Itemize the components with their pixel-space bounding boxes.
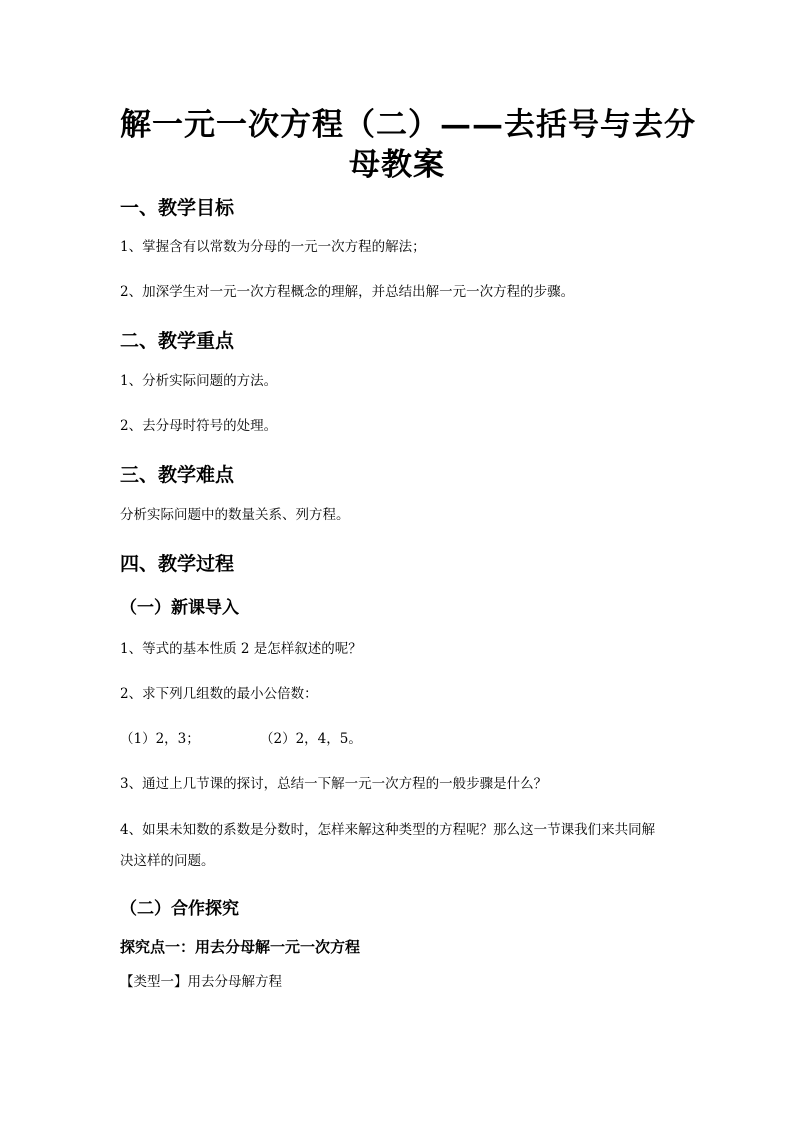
section-heading-key-points: 二、教学重点 [120, 330, 235, 352]
objective-item-2: 2、加深学生对一元一次方程概念的理解，并总结出解一元一次方程的步骤。 [120, 284, 575, 300]
intro-item-2: 2、求下列几组数的最小公倍数： [120, 686, 318, 702]
section-heading-process: 四、教学过程 [120, 553, 235, 575]
section-heading-difficulties: 三、教学难点 [120, 464, 235, 486]
key-point-item-2: 2、去分母时符号的处理。 [120, 418, 278, 434]
type-1-label: 【类型一】用去分母解方程 [120, 974, 282, 990]
lcm-problem-2: （2）2，4，5。 [260, 731, 362, 747]
lcm-problem-1: （1）2，3； [120, 731, 200, 747]
subsection-heading-introduction: （一）新课导入 [120, 598, 239, 618]
document-title-line-1: 解一元一次方程（二）——去括号与去分 [120, 107, 696, 143]
intro-item-1: 1、等式的基本性质 2 是怎样叙述的呢？ [120, 641, 362, 657]
document-title-line-2: 母教案 [349, 147, 445, 183]
intro-item-4-continued: 决这样的问题。 [120, 853, 215, 869]
key-point-item-1: 1、分析实际问题的方法。 [120, 373, 278, 389]
section-heading-objectives: 一、教学目标 [120, 197, 235, 219]
subsection-heading-cooperation: （二）合作探究 [120, 899, 239, 919]
objective-item-1: 1、掌握含有以常数为分母的一元一次方程的解法； [120, 239, 426, 255]
intro-item-4: 4、如果未知数的系数是分数时，怎样来解这种类型的方程呢？那么这一节课我们来共同解 [120, 822, 656, 838]
exploration-point-1: 探究点一：用去分母解一元一次方程 [120, 938, 361, 956]
difficulty-text: 分析实际问题中的数量关系、列方程。 [120, 507, 350, 523]
intro-item-3: 3、通过上几节课的探讨，总结一下解一元一次方程的一般步骤是什么？ [120, 776, 548, 792]
